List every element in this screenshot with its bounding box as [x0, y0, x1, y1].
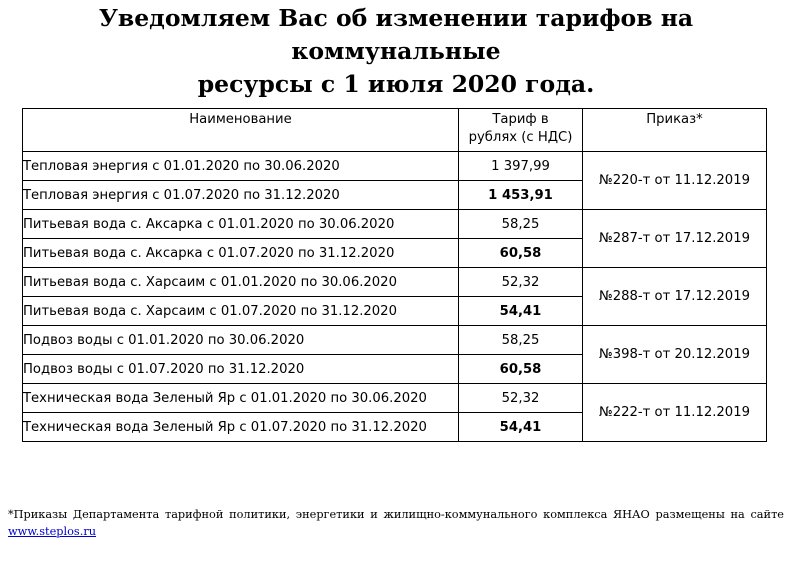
row-value: 1 397,99 — [459, 152, 583, 181]
row-value: 60,58 — [459, 239, 583, 268]
table-row — [23, 326, 767, 355]
row-value: 58,25 — [459, 326, 583, 355]
row-name: Тепловая энергия с 01.01.2020 по 30.06.2020 — [23, 152, 459, 181]
header-name: Наименование — [23, 109, 459, 152]
title-line-1: Уведомляем Вас об изменении тарифов на коммунальные — [98, 4, 694, 65]
row-order: №288-т от 17.12.2019 — [583, 268, 767, 326]
table-row — [23, 152, 767, 181]
row-name: Техническая вода Зеленый Яр с 01.07.2020 по 31.12.2020 — [23, 413, 459, 442]
row-value: 54,41 — [459, 413, 583, 442]
row-order: №398-т от 20.12.2019 — [583, 326, 767, 384]
row-name: Питьевая вода с. Харсаим с 01.01.2020 по 30.06.2020 — [23, 268, 459, 297]
row-name: Питьевая вода с. Аксарка с 01.01.2020 по 30.06.2020 — [23, 210, 459, 239]
header-order: Приказ* — [583, 109, 767, 152]
header-tariff-line-1: Тариф в — [492, 112, 549, 127]
row-value: 52,32 — [459, 384, 583, 413]
table-header-row — [23, 109, 767, 152]
row-order: №287-т от 17.12.2019 — [583, 210, 767, 268]
row-name: Подвоз воды с 01.07.2020 по 31.12.2020 — [23, 355, 459, 384]
row-value: 54,41 — [459, 297, 583, 326]
row-value: 1 453,91 — [459, 181, 583, 210]
row-name: Техническая вода Зеленый Яр с 01.01.2020 по 30.06.2020 — [23, 384, 459, 413]
row-name: Питьевая вода с. Аксарка с 01.07.2020 по 31.12.2020 — [23, 239, 459, 268]
title-line-2: ресурсы с 1 июля 2020 года. — [197, 70, 595, 98]
row-value: 52,32 — [459, 268, 583, 297]
row-name: Подвоз воды с 01.01.2020 по 30.06.2020 — [23, 326, 459, 355]
footnote: *Приказы Департамента тарифной политики, энергетики и жилищно-коммунального комплекса ЯНАО размещены на сайте — [8, 508, 784, 521]
tariff-table — [22, 108, 767, 442]
header-tariff-line-2: рублях (с НДС) — [468, 130, 573, 145]
table-row — [23, 210, 767, 239]
table-row — [23, 384, 767, 413]
header-tariff — [459, 109, 583, 152]
row-name: Тепловая энергия с 01.07.2020 по 31.12.2020 — [23, 181, 459, 210]
row-value: 60,58 — [459, 355, 583, 384]
website-link[interactable]: www.steplos.ru — [8, 525, 96, 538]
row-name: Питьевая вода с. Харсаим с 01.07.2020 по 31.12.2020 — [23, 297, 459, 326]
row-value: 58,25 — [459, 210, 583, 239]
row-order: №220-т от 11.12.2019 — [583, 152, 767, 210]
row-order: №222-т от 11.12.2019 — [583, 384, 767, 442]
table-row — [23, 268, 767, 297]
page-title — [0, 2, 792, 101]
